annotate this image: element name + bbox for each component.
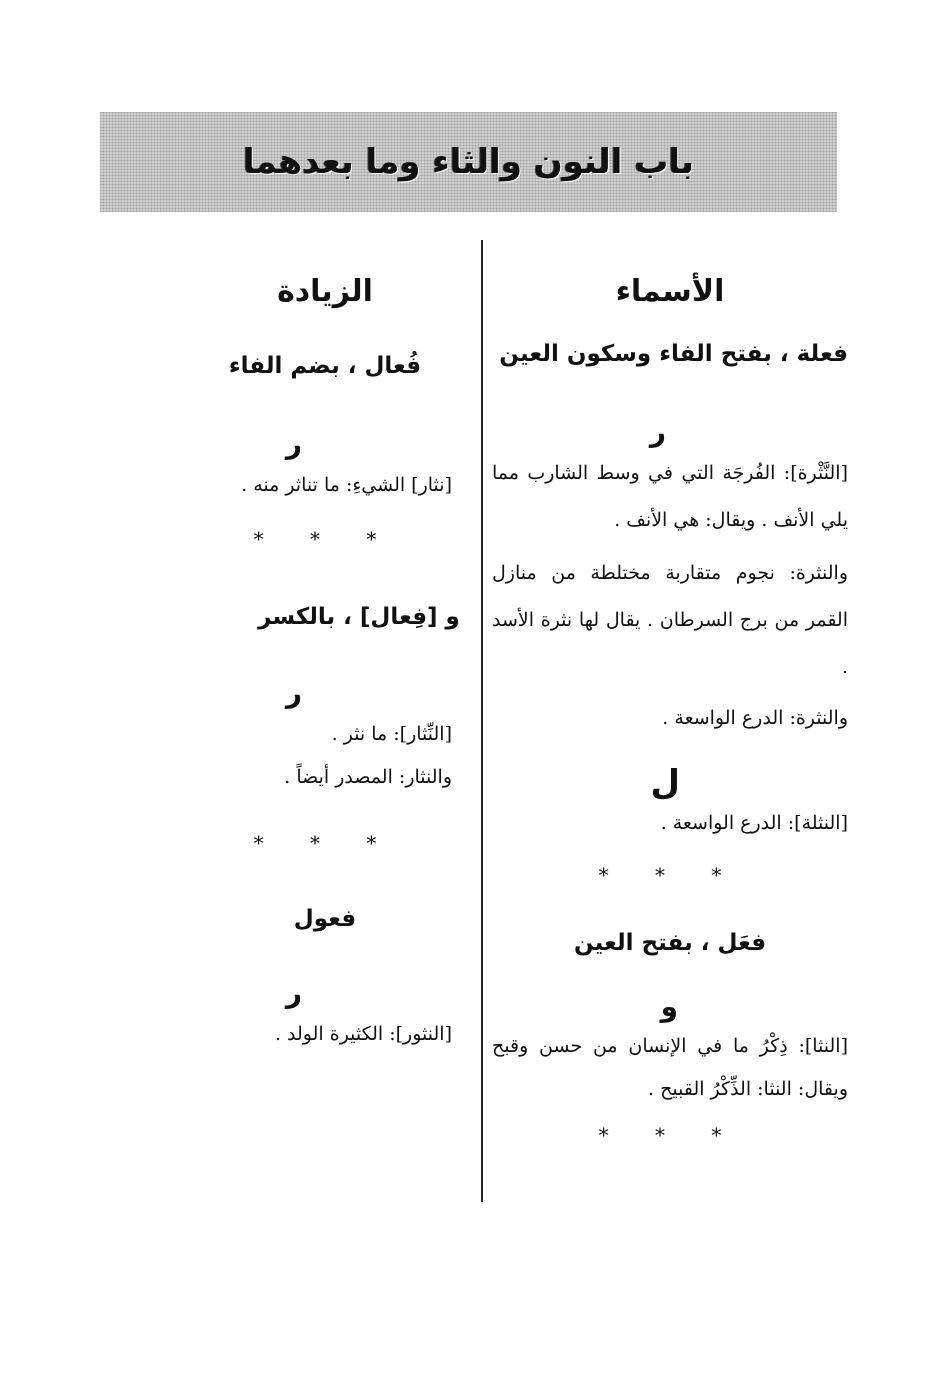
- section-title-fa3ul: فعول: [293, 906, 357, 932]
- root-letter-r: ر: [285, 427, 302, 460]
- entry-nithar-1: [النِّثار]: ما نثر .: [331, 723, 452, 745]
- chapter-banner: [100, 112, 837, 212]
- entry-nathra-3: والنثرة: الدرع الواسعة .: [662, 707, 848, 729]
- nouns-heading: الأسماء: [615, 274, 725, 309]
- separator-stars: * * *: [253, 527, 397, 551]
- entry-nathur: [النثور]: الكثيرة الولد .: [274, 1023, 452, 1045]
- section-title-fu3al: فُعال ، بضم الفاء: [228, 353, 422, 379]
- entry-natha: [النثا]: ذِكْرُ ما في الإنسان من حسن وقبح ويقال: النثا: الذِّكْرُ القبيح .: [492, 1035, 848, 1100]
- root-letter-r: ر: [649, 415, 666, 448]
- root-letter-w: و: [660, 990, 678, 1023]
- entry-nithar-2: والنثار: المصدر أيضاً .: [284, 766, 452, 788]
- additions-column: [198, 262, 460, 1056]
- nouns-column: [492, 262, 848, 1155]
- root-letter-r: ر: [285, 676, 302, 709]
- section-title-fa3al: فعَل ، بفتح العين: [573, 930, 767, 956]
- entry-nuthar: [نثار] الشيءِ: ما تناثر منه .: [241, 474, 452, 496]
- additions-heading: الزيادة: [277, 274, 373, 309]
- section-title-fa3la: فعلة ، بفتح الفاء وسكون العين: [499, 341, 848, 367]
- separator-stars: * * *: [253, 831, 397, 855]
- separator-stars: * * *: [598, 1123, 742, 1147]
- root-letter-l: ل: [650, 763, 680, 803]
- column-divider: [481, 240, 483, 1202]
- chapter-title: باب النون والثاء وما بعدهما: [243, 142, 694, 182]
- section-title-fi3al: و [فِعال] ، بالكسر: [258, 604, 460, 630]
- separator-stars: * * *: [598, 863, 742, 887]
- root-letter-r: ر: [285, 976, 302, 1009]
- entry-nathla: [النثلة]: الدرع الواسعة .: [660, 812, 848, 834]
- entry-nathra-1: [النَّثْرة]: الفُرجَة التي في وسط الشارب مما يلي الأنف . ويقال: هي الأنف .: [492, 462, 848, 531]
- entry-nathra-2: والنثرة: نجوم متقاربة مختلطة من منازل القمر من برج السرطان . يقال لها نثرة الأسد .: [492, 562, 848, 678]
